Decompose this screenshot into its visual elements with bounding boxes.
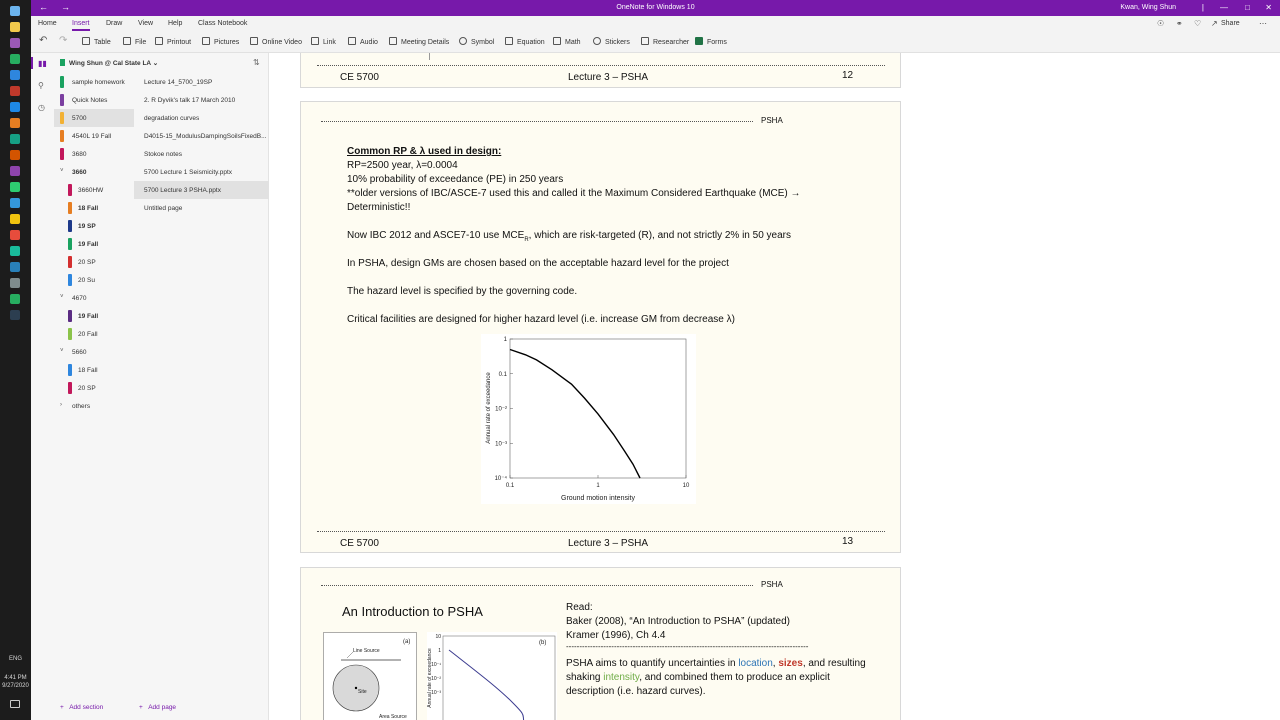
forms-icon (695, 37, 703, 45)
body-line: **older versions of IBC/ASCE-7 used this and called it the Maximum Considered Earthquake (MCE) → (347, 188, 801, 199)
area-source-label: Area Source (379, 714, 407, 720)
hazard-curve-chart (481, 334, 696, 504)
page-label: 2. R Dyvik's talk 17 March 2010 (144, 97, 236, 104)
table-icon (82, 37, 90, 45)
slide-lecture: Lecture 3 – PSHA (568, 538, 649, 549)
separator-dashes: ------------------------------------------------------------------------------------------- (566, 642, 809, 651)
section-group[interactable] (54, 397, 134, 415)
printout-button[interactable]: Printout (155, 37, 191, 46)
taskbar-app-icon[interactable] (10, 182, 20, 192)
taskbar-app-icon[interactable] (10, 86, 20, 96)
section-item[interactable] (54, 253, 134, 271)
page-item[interactable] (134, 127, 269, 145)
body-paragraph: Critical facilities are designed for higher hazard level (i.e. increase GM from decrease λ) (347, 314, 735, 325)
taskbar-app-icon[interactable] (10, 54, 20, 64)
search-icon[interactable]: ⚲ (38, 81, 44, 90)
section-color-tab (60, 94, 64, 106)
math-icon (553, 37, 561, 45)
section-color-tab (68, 238, 72, 250)
forward-arrow-icon[interactable]: → (61, 2, 70, 12)
taskbar-app-icon[interactable] (10, 150, 20, 160)
figure-label-a: (a) (403, 639, 411, 645)
meeting-details-button[interactable]: Meeting Details (389, 37, 449, 46)
link-button[interactable]: Link (311, 37, 336, 46)
sync-icon[interactable]: ☉ (1157, 19, 1165, 28)
body-line: 10% probability of exceedance (PE) in 250 years (347, 174, 564, 185)
page-label: degradation curves (144, 115, 200, 122)
taskbar-app-icon[interactable] (10, 6, 20, 16)
y-tick-label: 10⁻¹ (431, 662, 441, 668)
share-button[interactable]: Share (1221, 20, 1240, 27)
table-button[interactable]: Table (82, 37, 111, 46)
taskbar-app-icon[interactable] (10, 278, 20, 288)
taskbar-app-icon[interactable] (10, 22, 20, 32)
page-item[interactable] (134, 181, 269, 199)
active-indicator (31, 57, 33, 69)
section-label: 18 Fall (78, 367, 98, 374)
slide-13 (300, 101, 901, 553)
math-button[interactable]: Math (553, 37, 581, 46)
aims-line-2: shaking intensity, and combined them to produce an explicit (566, 672, 830, 683)
chevron-right-icon[interactable]: › (60, 402, 62, 408)
hazard-curve-figure-b (427, 632, 557, 720)
printout-icon (155, 37, 163, 45)
section-item[interactable] (54, 181, 134, 199)
section-label: 19 Fall (78, 241, 99, 248)
share-icon[interactable]: ↗ (1211, 19, 1218, 28)
video-icon (250, 37, 258, 45)
taskbar-app-icon[interactable] (10, 214, 20, 224)
file-button[interactable]: File (123, 37, 146, 46)
section-label: 20 SP (78, 259, 96, 266)
chevron-down-icon[interactable]: ˅ (60, 168, 64, 174)
x-tick-label: 1 (596, 483, 600, 489)
chevron-down-icon: ⌄ (152, 60, 159, 67)
divider-line (317, 65, 885, 66)
section-label: 20 Fall (78, 331, 98, 338)
section-label: 3660 (72, 169, 87, 176)
slide-12 (300, 53, 901, 88)
section-label: 20 SP (78, 385, 96, 392)
slide-header: PSHA (761, 580, 783, 589)
taskbar-app-icon[interactable] (10, 198, 20, 208)
figure-label-b: (b) (539, 640, 547, 646)
tab-view[interactable]: View (138, 20, 154, 27)
y-tick-label: 10⁻³ (495, 441, 507, 448)
body-paragraph: The hazard level is specified by the governing code. (347, 286, 578, 297)
section-label: Quick Notes (72, 97, 108, 104)
y-tick-label: 10⁻⁴ (494, 476, 507, 482)
section-item[interactable] (54, 109, 134, 127)
maximize-icon[interactable]: □ (1245, 3, 1250, 12)
page-label: Stokoe notes (144, 151, 182, 158)
y-tick-label: 1 (503, 337, 507, 343)
section-label: 4670 (72, 295, 87, 302)
section-label: 4540L 19 Fall (72, 133, 112, 140)
page-label: Untitled page (144, 205, 183, 212)
section-group[interactable] (54, 343, 134, 361)
section-color-tab (68, 310, 72, 322)
section-color-tab (68, 256, 72, 268)
slide-course: CE 5700 (340, 72, 379, 83)
page-item[interactable] (134, 145, 269, 163)
taskbar-app-icon[interactable] (10, 102, 20, 112)
page-item[interactable] (134, 199, 269, 217)
aims-line-3: description (i.e. hazard curves). (566, 686, 706, 697)
minimize-icon[interactable]: — (1220, 3, 1228, 12)
section-item[interactable] (54, 127, 134, 145)
section-color-tab (68, 364, 72, 376)
tab-draw[interactable]: Draw (106, 20, 123, 27)
site-label: Site (358, 689, 367, 695)
navigation-pane (31, 53, 269, 720)
y-tick-label: 10 (435, 634, 441, 640)
add-page-button[interactable]: + Add page (139, 704, 177, 711)
slide-course: CE 5700 (340, 538, 379, 549)
reference-kramer: Kramer (1996), Ch 4.4 (566, 630, 666, 641)
section-label: 20 Su (78, 277, 95, 284)
page-label: Lecture 14_5700_19SP (144, 79, 213, 86)
chart-background (481, 334, 696, 504)
header-rule (321, 585, 753, 586)
redo-icon[interactable]: ↷ (59, 35, 68, 46)
body-paragraph: In PSHA, design GMs are chosen based on the acceptable hazard level for the project (347, 258, 729, 269)
user-name[interactable]: Kwan, Wing Shun (1120, 4, 1176, 11)
mce-paragraph: Now IBC 2012 and ASCE7-10 use $MCE_R$, which are risk-targeted (R), and not strictly 2% in 50 years (347, 230, 791, 243)
tab-help[interactable]: Help (168, 20, 183, 27)
section-label: sample homework (72, 79, 125, 86)
slide-number: 12 (842, 70, 854, 81)
online-video-button[interactable]: Online Video (250, 37, 302, 46)
section-item[interactable] (54, 73, 134, 91)
file-icon (123, 37, 131, 45)
section-label: 5700 (72, 115, 87, 122)
slide-number: 13 (842, 536, 854, 547)
researcher-icon (641, 37, 649, 45)
title-bar (31, 0, 1280, 16)
taskbar-app-icon[interactable] (10, 134, 20, 144)
y-tick-label: 10⁻³ (431, 690, 441, 696)
taskbar-app-icon[interactable] (10, 310, 20, 320)
notebooks-icon[interactable]: ▮▮ (38, 59, 47, 68)
notification-icon[interactable] (10, 700, 20, 708)
chevron-down-icon[interactable]: ˅ (60, 294, 64, 300)
notebook-selector[interactable]: Wing Shun @ Cal State LA ⌄ (60, 59, 158, 67)
section-color-tab (68, 202, 72, 214)
section-label: 5660 (72, 349, 87, 356)
section-color-tab (60, 130, 64, 142)
microphone-icon (348, 37, 356, 45)
lightbulb-icon[interactable]: ⚭ (1176, 19, 1183, 28)
tab-class-notebook[interactable]: Class Notebook (198, 20, 248, 27)
taskbar-app-icon[interactable] (10, 246, 20, 256)
sort-icon[interactable]: ⇅ (253, 58, 260, 67)
slide-lecture: Lecture 3 – PSHA (568, 72, 649, 83)
symbol-button[interactable]: Symbol (459, 37, 494, 46)
slide-title: An Introduction to PSHA (342, 604, 483, 619)
taskbar-app-icon[interactable] (10, 262, 20, 272)
section-label: 19 SP (78, 223, 96, 230)
section-color-tab (60, 76, 64, 88)
section-item[interactable] (54, 379, 134, 397)
calendar-icon (389, 37, 397, 45)
stickers-button[interactable]: Stickers (593, 37, 630, 46)
section-label: 3680 (72, 151, 87, 158)
pictures-button[interactable]: Pictures (202, 37, 239, 46)
figure-background (427, 632, 557, 720)
section-label: others (72, 403, 91, 410)
section-item[interactable] (54, 235, 134, 253)
taskbar-date[interactable]: 9/27/2020 (2, 683, 29, 689)
notebook-icon (60, 59, 65, 66)
section-item[interactable] (54, 361, 134, 379)
section-label: 3660HW (78, 187, 104, 194)
pi-icon (505, 37, 513, 45)
section-label: 19 Fall (78, 313, 99, 320)
section-color-tab (60, 112, 64, 124)
taskbar-language[interactable]: ENG (8, 656, 22, 662)
forms-button[interactable]: Forms (695, 37, 727, 46)
x-axis-label: Ground motion intensity (561, 495, 635, 502)
source-site-figure (323, 632, 417, 720)
body-line: RP=2500 year, λ=0.0004 (347, 160, 458, 171)
section-item[interactable] (54, 325, 134, 343)
taskbar-app-icon[interactable] (10, 166, 20, 176)
section-item[interactable] (54, 217, 134, 235)
line-source-label: Line Source (353, 648, 380, 654)
page-item[interactable] (134, 163, 269, 181)
section-item[interactable] (54, 145, 134, 163)
taskbar-time[interactable]: 4:41 PM (4, 675, 27, 681)
section-color-tab (68, 382, 72, 394)
y-tick-label: 1 (438, 648, 441, 654)
y-axis-label: Annual rate of exceedance (427, 648, 433, 708)
section-group[interactable] (54, 163, 134, 181)
tab-home[interactable]: Home (38, 20, 57, 27)
page-item[interactable] (134, 109, 269, 127)
page-label: 5700 Lecture 3 PSHA.pptx (144, 187, 221, 194)
link-icon (311, 37, 319, 45)
window-title: OneNote for Windows 10 (616, 4, 695, 11)
taskbar-app-icon[interactable] (10, 294, 20, 304)
section-item[interactable] (54, 271, 134, 289)
text-cursor (429, 53, 430, 60)
x-tick-label: 10 (682, 483, 690, 489)
y-tick-label: 10⁻² (495, 406, 507, 413)
taskbar-app-icon[interactable] (10, 118, 20, 128)
tab-insert[interactable]: Insert (72, 20, 90, 27)
taskbar-app-icon[interactable] (10, 38, 20, 48)
researcher-button[interactable]: Researcher (641, 37, 689, 46)
body-line: Deterministic!! (347, 202, 411, 213)
recent-icon[interactable]: ◷ (38, 103, 45, 112)
page-item[interactable] (134, 73, 269, 91)
section-color-tab (60, 148, 64, 160)
menu-tabs (31, 16, 1280, 31)
section-color-tab (68, 274, 72, 286)
section-color-tab (68, 220, 72, 232)
equation-button[interactable]: Equation (505, 37, 545, 46)
chevron-down-icon[interactable]: ˅ (60, 348, 64, 354)
slide-header: PSHA (761, 116, 783, 125)
add-section-button[interactable]: + Add section (60, 704, 104, 711)
omega-icon (459, 37, 467, 45)
section-item[interactable] (54, 91, 134, 109)
divider-line (317, 531, 885, 532)
slide-heading: Common RP & λ used in design: (347, 146, 502, 157)
back-arrow-icon[interactable]: ← (39, 2, 48, 12)
aims-line-1: PSHA aims to quantify uncertainties in location, sizes, and resulting (566, 658, 866, 669)
section-item[interactable] (54, 199, 134, 217)
page-label: 5700 Lecture 1 Seismicity.pptx (144, 169, 233, 176)
section-item[interactable] (54, 307, 134, 325)
page-item[interactable] (134, 91, 269, 109)
header-rule (321, 121, 753, 122)
site-marker (355, 687, 357, 689)
section-group[interactable] (54, 289, 134, 307)
section-color-tab (68, 184, 72, 196)
slide-14 (300, 567, 901, 720)
audio-button[interactable]: Audio (348, 37, 378, 46)
smiley-icon (593, 37, 601, 45)
taskbar-app-icon[interactable] (10, 230, 20, 240)
x-tick-label: 0.1 (505, 483, 515, 489)
bell-icon[interactable]: ♡ (1194, 19, 1202, 28)
y-tick-label: 10⁻² (431, 676, 441, 682)
close-icon[interactable]: ✕ (1265, 3, 1272, 12)
undo-icon[interactable]: ↶ (39, 35, 48, 46)
taskbar-app-icon[interactable] (10, 70, 20, 80)
section-color-tab (68, 328, 72, 340)
windows-taskbar (0, 0, 31, 720)
page-label: D4015-15_ModulusDampingSoilsFixedB... (144, 133, 266, 140)
y-axis-label: Annual rate of exceedance (486, 372, 492, 444)
reference-baker: Baker (2008), “An Introduction to PSHA” (updated) (566, 616, 791, 627)
insert-ribbon (31, 31, 1280, 53)
y-tick-label: 0.1 (498, 371, 507, 378)
page-canvas[interactable] (270, 53, 1280, 720)
nav-icon-strip (31, 53, 54, 720)
section-label: 18 Fall (78, 205, 99, 212)
pictures-icon (202, 37, 210, 45)
read-label: Read: (566, 602, 593, 613)
separator-icon: | (1201, 3, 1204, 12)
more-options-icon[interactable]: ⋯ (1259, 19, 1267, 28)
